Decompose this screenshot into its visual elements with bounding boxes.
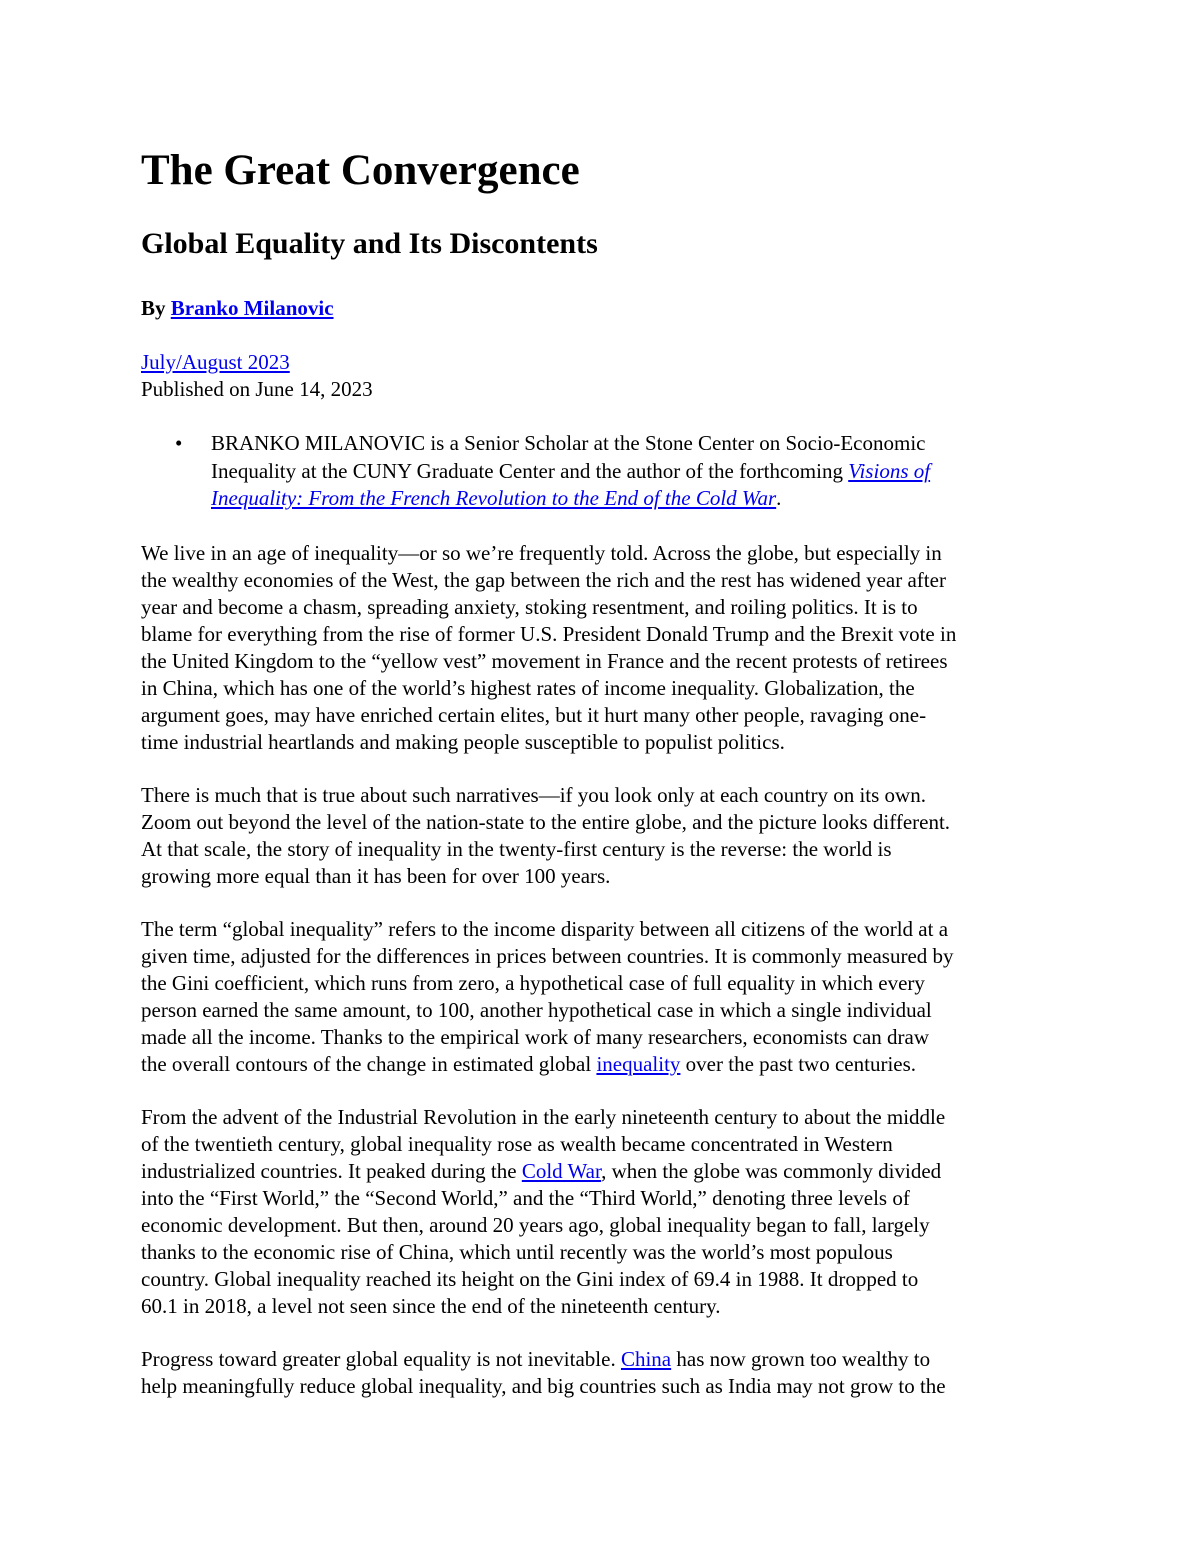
author-link[interactable]: Branko Milanovic — [170, 296, 334, 320]
article-body — [141, 540, 1061, 1426]
paragraph-5-text-after: has now grown too wealthy to help meaningfully reduce global inequality, and big countries such as India may not grow to the — [141, 1347, 946, 1398]
paragraph-4-text-after: , when the globe was commonly divided into the “First World,” the “Second World,” and the “Third World,” denoting three levels of economic development. But then, around 20 years ago, global inequality began to fall, largely thanks to the economic rise of China, which until recently was the world’s most populous country. Global inequality reached its height on the Gini index of 69.4 in 1988. It dropped to 60.1 in 2018, a level not seen since the end of the nineteenth century. — [141, 1159, 942, 1318]
paragraph-3-text-before: The term “global inequality” refers to the income disparity between all citizens of the world at a given time, adjusted for the differences in prices between countries. It is commonly measured by the Gini coefficient, which runs from zero, a hypothetical case of full equality in which every person earned the same amount, to 100, another hypothetical case in which a single individual made all the income. Thanks to the empirical work of many researchers, economists can draw the overall contours of the change in estimated global — [141, 917, 954, 1076]
publish-date: Published on June 14, 2023 — [141, 377, 373, 401]
author-bio — [141, 430, 1061, 513]
paragraph-3 — [141, 916, 1061, 1078]
china-link[interactable]: China — [620, 1347, 672, 1371]
article-meta — [141, 349, 373, 403]
bullet-icon: • — [175, 431, 183, 455]
author-bio-text: BRANKO MILANOVIC is a Senior Scholar at the Stone Center on Socio-Economic Inequality at the CUNY Graduate Center and the author of the forthcoming — [211, 431, 926, 483]
byline-prefix: By — [141, 296, 171, 320]
article-subtitle: Global Equality and Its Discontents — [141, 227, 598, 260]
author-bio-end: . — [776, 486, 782, 510]
paragraph-1: We live in an age of inequality—or so we’re frequently told. Across the globe, but especially in the wealthy economies of the West, the gap between the rich and the rest has widened year after year and become a chasm, spreading anxiety, stoking resentment, and roiling politics. It is to blame for everything from the rise of former U.S. President Donald Trump and the Brexit vote in the United Kingdom to the “yellow vest” movement in France and the recent protests of retirees in China, which has one of the world’s highest rates of income inequality. Globalization, the argument goes, may have enriched certain elites, but it hurt many other people, ravaging one- time industrial heartlands and making people susceptible to populist politics. — [141, 541, 957, 754]
paragraph-4-text-before: From the advent of the Industrial Revolution in the early nineteenth century to about the middle of the twentieth century, global inequality rose as wealth became concentrated in Western industrialized countries. It peaked during the — [141, 1105, 946, 1183]
cold-war-link[interactable]: Cold War — [521, 1159, 602, 1183]
inequality-link[interactable]: inequality — [596, 1052, 681, 1076]
author-bio-list — [141, 430, 1061, 513]
article-title: The Great Convergence — [141, 147, 580, 194]
byline — [141, 294, 334, 322]
paragraph-4 — [141, 1104, 1061, 1320]
paragraph-2: There is much that is true about such narratives—if you look only at each country on its own. Zoom out beyond the level of the nation-state to the entire globe, and the picture looks different. At that scale, the story of inequality in the twenty-first century is the reverse: the world is growing more equal than it has been for over 100 years. — [141, 783, 951, 888]
paragraph-5 — [141, 1346, 1061, 1400]
issue-link[interactable]: July/August 2023 — [141, 350, 290, 374]
book-title-link[interactable]: Visions of Inequality: From the French Revolution to the End of the Cold War — [211, 458, 931, 510]
paragraph-3-text-after: over the past two centuries. — [680, 1052, 917, 1076]
paragraph-5-text-before: Progress toward greater global equality is not inevitable. — [141, 1347, 621, 1371]
